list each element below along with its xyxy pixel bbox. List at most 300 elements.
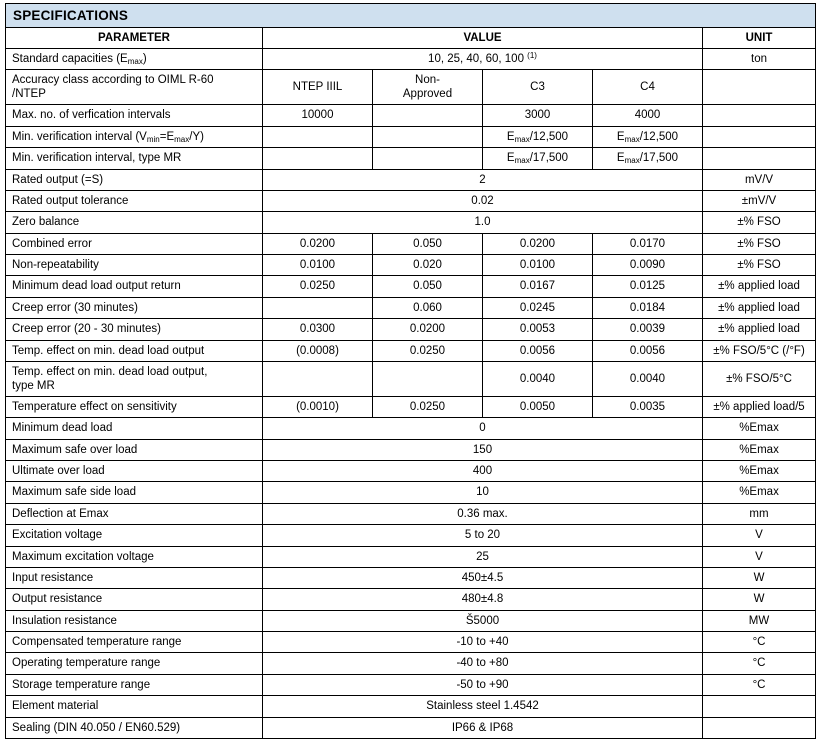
value-cell xyxy=(373,396,483,417)
table-row xyxy=(6,105,816,126)
value-merged: IP66 & IP68 xyxy=(451,721,514,734)
value-merged: Š5000 xyxy=(465,614,500,627)
table-row xyxy=(6,567,816,588)
parameter-cell xyxy=(6,653,263,674)
parameter-cell xyxy=(6,674,263,695)
value-col-3: 0.0040 xyxy=(519,372,556,385)
table-row xyxy=(6,297,816,318)
table-row xyxy=(6,212,816,233)
value-col-4: 0.0035 xyxy=(629,400,666,413)
value-col-4: $E_{max}/12,500$ xyxy=(616,130,679,144)
parameter-cell xyxy=(6,105,263,126)
value-col-1 xyxy=(263,376,372,382)
parameter-cell xyxy=(6,297,263,318)
unit-label: ±% applied load xyxy=(718,301,800,314)
table-row xyxy=(6,653,816,674)
value-cell xyxy=(483,297,593,318)
parameter-cell xyxy=(6,148,263,169)
value-cell-merged xyxy=(263,674,703,695)
table-row xyxy=(6,340,816,361)
value-cell-merged xyxy=(263,717,703,738)
unit-cell xyxy=(703,361,816,396)
table-row xyxy=(6,418,816,439)
parameter-cell xyxy=(6,233,263,254)
value-merged: 10 xyxy=(476,486,489,499)
parameter-cell xyxy=(6,503,263,524)
value-cell-merged xyxy=(263,610,703,631)
value-cell-merged xyxy=(263,169,703,190)
value-col-1 xyxy=(263,155,372,161)
parameter-label: Operating temperature range xyxy=(12,657,161,670)
value-cell xyxy=(373,233,483,254)
parameter-label: Combined error xyxy=(12,237,92,250)
value-cell xyxy=(263,340,373,361)
value-merged: 450±4.5 xyxy=(461,571,504,584)
unit-cell xyxy=(703,105,816,126)
parameter-label: Element material xyxy=(12,700,99,713)
value-cell xyxy=(263,361,373,396)
table-row xyxy=(6,319,816,340)
value-merged: 150 xyxy=(472,443,493,456)
value-col-4: 0.0056 xyxy=(629,344,666,357)
value-col-3: 0.0167 xyxy=(519,280,556,293)
value-col-1: 10000 xyxy=(301,109,334,122)
value-col-3: 0.0053 xyxy=(519,323,556,336)
value-col-3: $E_{max}/17,500$ xyxy=(506,152,569,166)
parameter-cell xyxy=(6,361,263,396)
value-merged: 1.0 xyxy=(474,216,491,229)
value-cell-merged xyxy=(263,696,703,717)
unit-cell xyxy=(703,653,816,674)
parameter-label: Creep error (20 - 30 minutes) xyxy=(12,323,161,336)
column-header-cell xyxy=(593,70,703,105)
parameter-cell xyxy=(6,439,263,460)
value-merged: 0.36 max. xyxy=(457,507,508,520)
unit-cell xyxy=(703,503,816,524)
value-col-2: 0.0250 xyxy=(409,344,446,357)
table-row xyxy=(6,674,816,695)
unit-label: mm xyxy=(749,507,769,520)
value-col-1: (0.0010) xyxy=(296,400,339,413)
parameter-cell xyxy=(6,190,263,211)
value-cell xyxy=(373,148,483,169)
parameter-label: Zero balance xyxy=(12,216,80,229)
value-col-3: 0.0245 xyxy=(519,301,556,314)
value-cell xyxy=(263,126,373,147)
parameter-label: Compensated temperature range xyxy=(12,636,182,649)
value-col-1 xyxy=(263,134,372,140)
unit-label xyxy=(703,84,815,90)
unit-label: ±mV/V xyxy=(741,194,777,207)
parameter-label: Insulation resistance xyxy=(12,614,117,627)
value-cell xyxy=(373,319,483,340)
value-cell xyxy=(593,340,703,361)
value-cell xyxy=(263,276,373,297)
column-header-c4: C4 xyxy=(640,81,655,94)
unit-label: W xyxy=(753,571,765,584)
table-row xyxy=(6,169,816,190)
table-body xyxy=(6,4,816,739)
value-col-2 xyxy=(373,376,482,382)
parameter-label: Deflection at Emax xyxy=(12,507,109,520)
parameter-label: Standard capacities $(E_{max})$ xyxy=(12,53,147,66)
value-col-2 xyxy=(373,155,482,161)
parameter-label: Rated output (=S) xyxy=(12,173,104,186)
title-cell xyxy=(6,4,816,28)
unit-cell xyxy=(703,297,816,318)
parameter-cell xyxy=(6,632,263,653)
column-header-c3: C3 xyxy=(530,81,545,94)
value-cell xyxy=(263,396,373,417)
parameter-cell xyxy=(6,169,263,190)
value-cell-merged xyxy=(263,653,703,674)
table-title-row xyxy=(6,4,816,28)
value-cell-merged xyxy=(263,482,703,503)
table-row xyxy=(6,126,816,147)
value-col-2: 0.050 xyxy=(413,237,442,250)
value-cell xyxy=(483,126,593,147)
value-col-3: 0.0056 xyxy=(519,344,556,357)
unit-label xyxy=(703,725,815,731)
value-cell-merged xyxy=(263,190,703,211)
unit-cell xyxy=(703,49,816,70)
value-cell-merged xyxy=(263,525,703,546)
unit-label: ±% FSO/5°C xyxy=(726,372,792,385)
value-cell xyxy=(483,255,593,276)
value-cell xyxy=(373,361,483,396)
specifications-table xyxy=(5,3,816,739)
value-cell xyxy=(593,319,703,340)
parameter-label: Temp. effect on min. dead load output xyxy=(12,344,205,357)
value-col-1: 0.0250 xyxy=(299,280,336,293)
parameter-cell xyxy=(6,319,263,340)
unit-cell xyxy=(703,589,816,610)
value-col-4: 0.0125 xyxy=(629,280,666,293)
unit-label xyxy=(703,155,815,161)
unit-label: ±% FSO xyxy=(737,259,781,272)
value-cell-merged xyxy=(263,546,703,567)
value-col-1: (0.0008) xyxy=(296,344,339,357)
parameter-cell xyxy=(6,589,263,610)
value-col-1: 0.0200 xyxy=(299,237,336,250)
unit-label: °C xyxy=(752,636,766,649)
table-row xyxy=(6,589,816,610)
table-row xyxy=(6,610,816,631)
value-merged: Stainless steel 1.4542 xyxy=(426,700,539,713)
table-row xyxy=(6,190,816,211)
column-header-non-approved: Non- Approved xyxy=(402,74,453,101)
unit-cell xyxy=(703,126,816,147)
value-col-3: 0.0050 xyxy=(519,400,556,413)
parameter-cell xyxy=(6,276,263,297)
value-cell xyxy=(483,276,593,297)
table-row xyxy=(6,276,816,297)
parameter-label: Minimum dead load xyxy=(12,422,113,435)
parameter-cell xyxy=(6,546,263,567)
header-value-cell xyxy=(263,28,703,49)
value-col-4: $E_{max}/17,500$ xyxy=(616,152,679,166)
column-header-cell xyxy=(373,70,483,105)
value-cell-merged xyxy=(263,567,703,588)
table-row xyxy=(6,233,816,254)
parameter-cell xyxy=(6,418,263,439)
unit-label: ±% applied load xyxy=(718,323,800,336)
value-col-1: 0.0300 xyxy=(299,323,336,336)
value-merged: -50 to +90 xyxy=(456,678,509,691)
value-merged: 400 xyxy=(472,465,493,478)
parameter-label: Rated output tolerance xyxy=(12,194,129,207)
parameter-label: Maximum safe over load xyxy=(12,443,138,456)
parameter-cell xyxy=(6,49,263,70)
value-cell xyxy=(593,233,703,254)
unit-label: ±% applied load/5 xyxy=(713,400,805,413)
header-value: VALUE xyxy=(463,32,502,44)
unit-label: %Emax xyxy=(739,422,779,435)
column-header-cell xyxy=(483,70,593,105)
value-cell xyxy=(593,255,703,276)
value-cell xyxy=(263,148,373,169)
value-col-2: 0.0200 xyxy=(409,323,446,336)
unit-cell xyxy=(703,70,816,105)
value-cell-merged xyxy=(263,212,703,233)
unit-cell xyxy=(703,276,816,297)
unit-label: V xyxy=(755,529,763,542)
unit-cell xyxy=(703,546,816,567)
value-col-1: 0.0100 xyxy=(299,259,336,272)
parameter-cell xyxy=(6,567,263,588)
parameter-label: Temp. effect on min. dead load output, type MR xyxy=(12,365,208,392)
value-cell xyxy=(483,361,593,396)
parameter-cell xyxy=(6,255,263,276)
value-merged: 0.02 xyxy=(471,194,494,207)
table-row xyxy=(6,255,816,276)
parameter-label: Max. no. of verfication intervals xyxy=(12,109,171,122)
unit-cell xyxy=(703,674,816,695)
parameter-cell xyxy=(6,717,263,738)
unit-cell xyxy=(703,439,816,460)
value-col-3: 0.0200 xyxy=(519,237,556,250)
parameter-label: Accuracy class according to OIML R-60 /NTEP xyxy=(12,74,214,101)
parameter-cell xyxy=(6,482,263,503)
unit-cell xyxy=(703,190,816,211)
table-row xyxy=(6,503,816,524)
unit-cell xyxy=(703,340,816,361)
value-cell xyxy=(373,297,483,318)
value-merged: 10, 25, 40, 60, 100 $^{(1)}$ xyxy=(428,51,537,65)
value-col-3: 3000 xyxy=(524,109,551,122)
value-col-2: 0.020 xyxy=(413,259,442,272)
unit-label: °C xyxy=(752,657,766,670)
parameter-cell xyxy=(6,696,263,717)
unit-label: ±% FSO xyxy=(737,237,781,250)
value-col-3: $E_{max}/12,500$ xyxy=(506,130,569,144)
parameter-label: Min. verification interval $(V_{min}=E_{max}/Y)$ xyxy=(12,130,204,144)
parameter-label: Min. verification interval, type MR xyxy=(12,152,182,165)
value-col-3: 0.0100 xyxy=(519,259,556,272)
parameter-label: Sealing (DIN 40.050 / EN60.529) xyxy=(12,721,181,734)
unit-label: ±% FSO xyxy=(737,216,781,229)
value-cell-merged xyxy=(263,49,703,70)
value-cell xyxy=(483,319,593,340)
unit-cell xyxy=(703,461,816,482)
value-col-2 xyxy=(373,113,482,119)
parameter-label: Non-repeatability xyxy=(12,259,99,272)
table-row xyxy=(6,696,816,717)
unit-cell xyxy=(703,567,816,588)
table-row xyxy=(6,439,816,460)
table-row xyxy=(6,148,816,169)
table-header-row xyxy=(6,28,816,49)
table-row xyxy=(6,396,816,417)
value-col-2: 0.0250 xyxy=(409,400,446,413)
unit-label: %Emax xyxy=(739,443,779,456)
table-row xyxy=(6,49,816,70)
unit-label: ton xyxy=(751,53,768,65)
value-cell-merged xyxy=(263,503,703,524)
parameter-cell xyxy=(6,525,263,546)
value-cell xyxy=(593,105,703,126)
parameter-label: Excitation voltage xyxy=(12,529,103,542)
parameter-cell xyxy=(6,461,263,482)
value-col-4: 0.0184 xyxy=(629,301,666,314)
column-header-cell xyxy=(263,70,373,105)
unit-cell xyxy=(703,319,816,340)
specifications-sheet xyxy=(0,3,821,734)
value-cell xyxy=(593,396,703,417)
value-col-2 xyxy=(373,134,482,140)
unit-label: MW xyxy=(748,614,770,627)
value-cell xyxy=(263,105,373,126)
unit-cell xyxy=(703,148,816,169)
value-cell-merged xyxy=(263,439,703,460)
unit-label: %Emax xyxy=(739,486,779,499)
unit-cell xyxy=(703,696,816,717)
table-row xyxy=(6,361,816,396)
value-col-4: 4000 xyxy=(634,109,661,122)
parameter-cell xyxy=(6,340,263,361)
value-merged: -40 to +80 xyxy=(456,657,509,670)
value-cell xyxy=(593,297,703,318)
parameter-label: Maximum safe side load xyxy=(12,486,136,499)
parameter-label: Maximum excitation voltage xyxy=(12,550,154,563)
unit-cell xyxy=(703,525,816,546)
value-cell xyxy=(373,255,483,276)
table-row xyxy=(6,717,816,738)
unit-label xyxy=(703,113,815,119)
unit-cell xyxy=(703,632,816,653)
table-row xyxy=(6,70,816,105)
value-cell-merged xyxy=(263,589,703,610)
value-cell xyxy=(373,105,483,126)
unit-label: V xyxy=(755,550,763,563)
value-merged: 480±4.8 xyxy=(461,593,504,606)
value-cell xyxy=(483,233,593,254)
table-row xyxy=(6,482,816,503)
value-cell xyxy=(483,340,593,361)
parameter-label: Creep error (30 minutes) xyxy=(12,301,138,314)
value-col-4: 0.0090 xyxy=(629,259,666,272)
parameter-label: Minimum dead load output return xyxy=(12,280,181,293)
parameter-cell xyxy=(6,126,263,147)
unit-label xyxy=(703,134,815,140)
parameter-label: Output resistance xyxy=(12,593,103,606)
unit-cell xyxy=(703,418,816,439)
value-cell xyxy=(593,276,703,297)
unit-cell xyxy=(703,610,816,631)
value-cell-merged xyxy=(263,461,703,482)
header-unit-cell xyxy=(703,28,816,49)
value-merged: -10 to +40 xyxy=(456,636,509,649)
unit-label: mV/V xyxy=(744,173,774,186)
value-merged: 2 xyxy=(479,173,486,186)
value-merged: 5 to 20 xyxy=(464,529,501,542)
value-cell xyxy=(263,297,373,318)
table-row xyxy=(6,546,816,567)
value-cell xyxy=(593,148,703,169)
value-cell xyxy=(263,255,373,276)
value-cell-merged xyxy=(263,418,703,439)
unit-cell xyxy=(703,255,816,276)
unit-cell xyxy=(703,212,816,233)
value-cell xyxy=(373,340,483,361)
unit-label: ±% applied load xyxy=(718,280,800,293)
unit-cell xyxy=(703,396,816,417)
value-cell xyxy=(483,396,593,417)
value-cell-merged xyxy=(263,632,703,653)
value-col-1 xyxy=(263,305,372,311)
value-merged: 25 xyxy=(476,550,489,563)
unit-cell xyxy=(703,169,816,190)
header-parameter: PARAMETER xyxy=(98,32,170,44)
unit-label: W xyxy=(753,593,765,606)
parameter-label: Temperature effect on sensitivity xyxy=(12,400,177,413)
value-cell xyxy=(263,319,373,340)
parameter-cell xyxy=(6,70,263,105)
parameter-label: Input resistance xyxy=(12,571,94,584)
value-cell xyxy=(593,126,703,147)
table-row xyxy=(6,632,816,653)
value-cell xyxy=(483,148,593,169)
parameter-cell xyxy=(6,610,263,631)
unit-label: %Emax xyxy=(739,465,779,478)
column-header-ntep: NTEP IIIL xyxy=(292,81,343,94)
specifications-title: SPECIFICATIONS xyxy=(13,8,129,23)
parameter-cell xyxy=(6,212,263,233)
value-col-4: 0.0040 xyxy=(629,372,666,385)
table-row xyxy=(6,461,816,482)
header-parameter-cell xyxy=(6,28,263,49)
parameter-cell xyxy=(6,396,263,417)
header-unit: UNIT xyxy=(745,32,773,44)
value-col-4: 0.0039 xyxy=(629,323,666,336)
unit-label: °C xyxy=(752,678,766,691)
value-cell xyxy=(373,126,483,147)
unit-cell xyxy=(703,482,816,503)
parameter-label: Ultimate over load xyxy=(12,465,105,478)
value-cell xyxy=(483,105,593,126)
value-cell xyxy=(593,361,703,396)
value-col-2: 0.050 xyxy=(413,280,442,293)
unit-cell xyxy=(703,717,816,738)
parameter-label: Storage temperature range xyxy=(12,678,151,691)
unit-label xyxy=(703,703,815,709)
value-cell xyxy=(263,233,373,254)
value-merged: 0 xyxy=(479,422,486,435)
unit-label: ±% FSO/5°C (/°F) xyxy=(713,344,805,357)
value-cell xyxy=(373,276,483,297)
value-col-4: 0.0170 xyxy=(629,237,666,250)
table-row xyxy=(6,525,816,546)
